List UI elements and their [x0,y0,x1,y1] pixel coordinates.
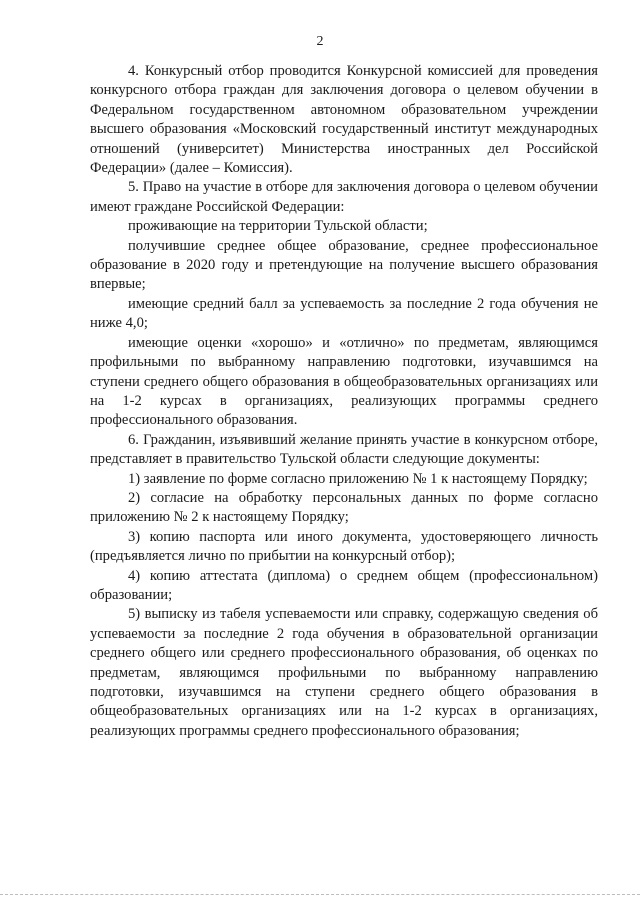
eligibility-subject-grades: имеющие оценки «хорошо» и «отлично» по предметам, являющимся профильными по выбранному направлению подготовки, изучавшимся на ступени среднего общего образования в общеобразовательных организациях или на 1-2 курсах в организациях, реализующих программы среднего профессионального образования. [90,334,598,429]
bottom-scan-rule [0,894,640,895]
document-item-consent: 2) согласие на обработку персональных данных по форме согласно приложению № 2 к настоящему Порядку; [90,489,598,526]
paragraph-item-5-eligibility: 5. Право на участие в отборе для заключения договора о целевом обучении имеют граждане Российской Федерации: [90,179,598,215]
paragraph-item-4-commission: 4. Конкурсный отбор проводится Конкурсной комиссией для проведения конкурсного отбора граждан для заключения договора о целевом обучении в Федеральном государственном автономном образовательном учреждении высшего образования «Московский государственный институт международных отношений (университет) Министерства иностранных дел Российской Федерации» (далее – Комиссия). [90,63,598,177]
document-item-passport: 3) копию паспорта или иного документа, удостоверяющего личность (предъявляется лично по прибытии на конкурсный отбор); [90,528,598,565]
document-item-application: 1) заявление по форме согласно приложению № 1 к настоящему Порядку; [128,470,588,487]
document-item-transcript: 5) выписку из табеля успеваемости или справку, содержащую сведения об успеваемости за последние 2 года обучения в образовательной организации среднего общего или среднего профессионального образования, об оценках по предметам, являющимся профильными по выбранному направлению подготовки, изучавшимся на ступени среднего общего образования в общеобразовательных организациях или на 1-2 курсах в организациях, реализующих программы среднего профессионального образования; [90,606,598,739]
document-item-certificate: 4) копию аттестата (диплома) о среднем общем (профессиональном) образовании; [90,567,598,603]
page-number: 2 [316,34,324,49]
eligibility-education: получившие среднее общее образование, среднее профессиональное образование в 2020 году и претендующие на получение высшего образования впервые; [90,237,598,293]
paragraph-item-6-documents: 6. Гражданин, изъявивший желание принять участие в конкурсном отборе, представляет в правительство Тульской области следующие документы: [90,431,598,468]
document-body [90,62,598,741]
eligibility-average-grade: имеющие средний балл за успеваемость за последние 2 года обучения не ниже 4,0; [90,295,598,332]
eligibility-residence: проживающие на территории Тульской области; [128,218,428,235]
